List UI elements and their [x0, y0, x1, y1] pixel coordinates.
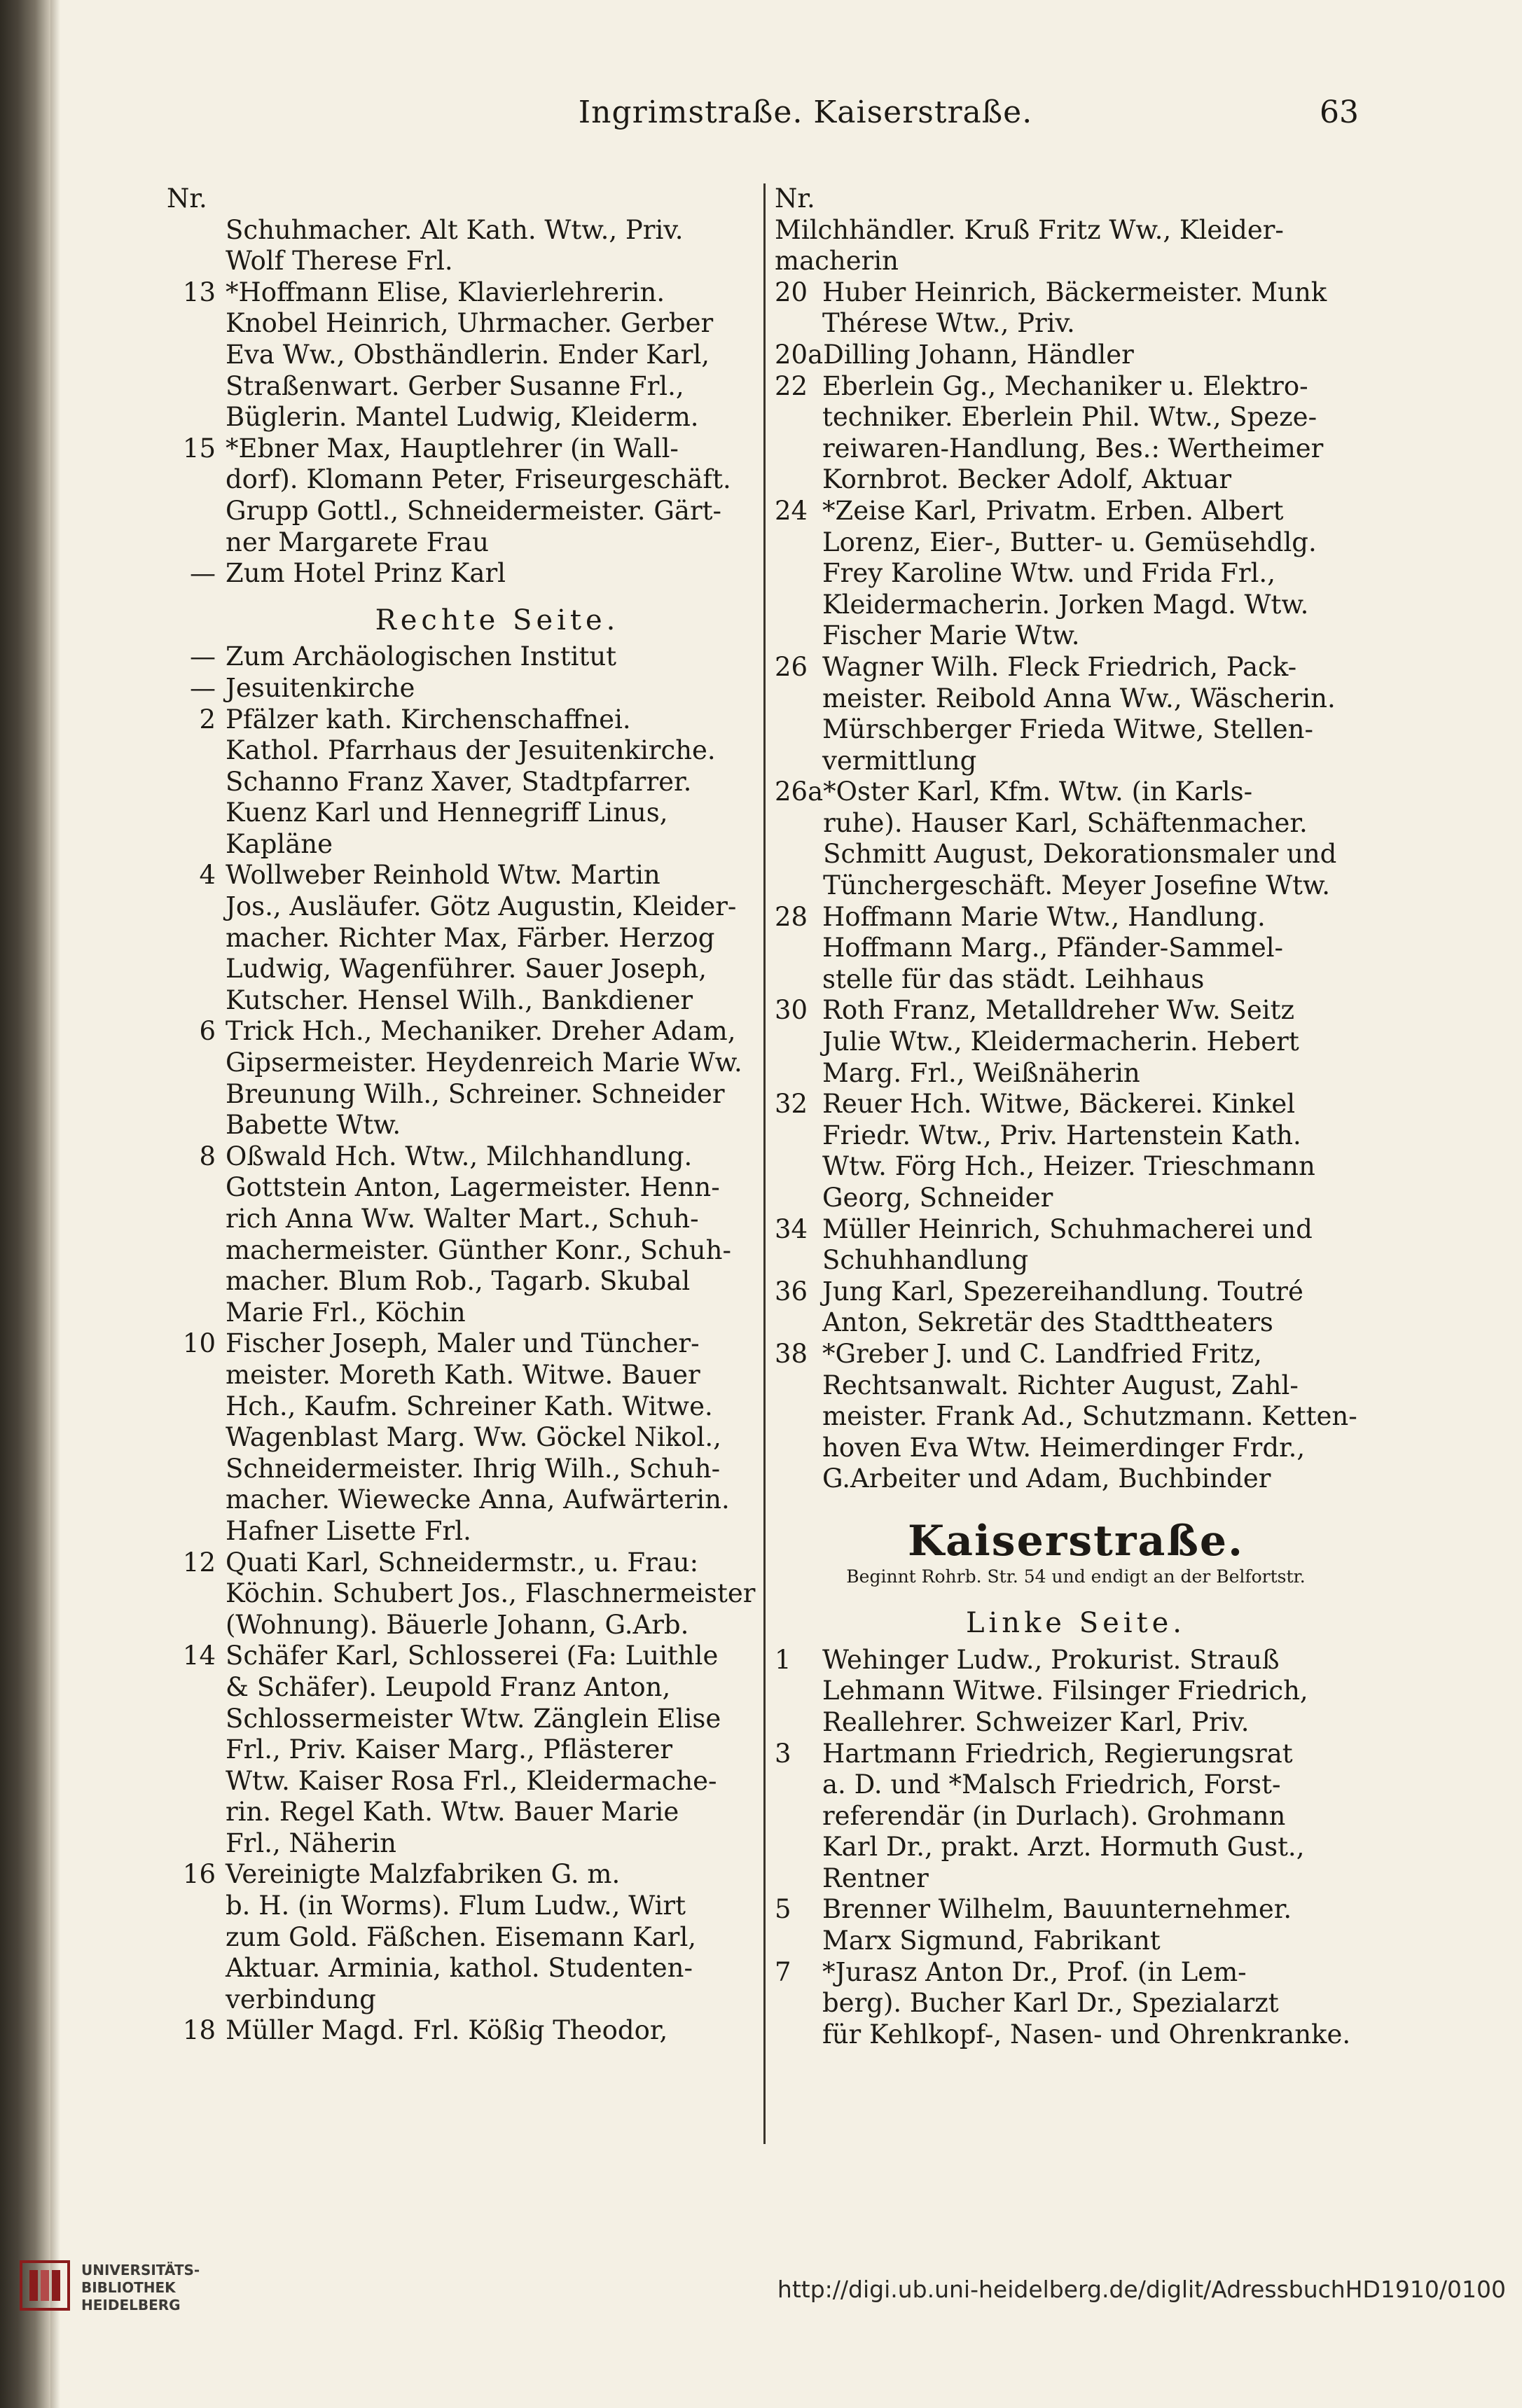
house-number: 15 — [182, 433, 216, 464]
directory-entry — [167, 673, 769, 704]
directory-entry — [167, 704, 769, 861]
house-number: 8 — [199, 1141, 216, 1171]
book-spine-shadow — [0, 0, 50, 2408]
section-title-linke-seite: Linke Seite. — [965, 1607, 1187, 1640]
page-gutter — [50, 0, 60, 2408]
entry-text: Brenner Wilhelm, Bauunternehmer. Marx Sigmund, Fabrikant — [822, 1894, 1292, 1956]
directory-entry — [775, 1214, 1377, 1276]
entry-text: Pfälzer kath. Kirchenschaffnei. Kathol. Pfarrhaus der Jesuitenkirche. Schanno Franz Xaver, Stadtpfarrer. Kuenz Karl und Hennegriff Linus, Kapläne — [226, 704, 716, 859]
house-number: 10 — [182, 1328, 216, 1359]
left-entries — [167, 215, 769, 590]
left-column — [167, 183, 769, 2047]
directory-entry — [775, 777, 1377, 901]
house-number: 38 — [775, 1338, 808, 1369]
entry-text: Müller Heinrich, Schuhmacherei und Schuhhandlung — [822, 1213, 1313, 1276]
running-title: Ingrimstraße. Kaiserstraße. — [578, 95, 1033, 130]
house-number: 18 — [182, 2015, 216, 2046]
entry-text: Hoffmann Marie Wtw., Handlung. Hoffmann Marg., Pfänder-Sammel- stelle für das städt. Leihhaus — [822, 901, 1284, 994]
entry-text: Jesuitenkirche — [226, 672, 415, 703]
directory-entry — [167, 2015, 769, 2047]
directory-entry — [775, 1957, 1377, 2051]
entry-text: Fischer Joseph, Maler und Tüncher- meister. Moreth Kath. Witwe. Bauer Hch., Kaufm. Schreiner Kath. Witwe. Wagenblast Marg. Ww. Göckel Nikol., Schneidermeister. Ihrig Wilh., Schuh- macher. Wiewecke Anna, Aufwärterin. Hafner Lisette Frl. — [226, 1328, 730, 1546]
house-number: 26 — [775, 651, 808, 682]
house-number: 36 — [775, 1276, 808, 1307]
column-divider — [763, 183, 766, 2144]
directory-entry — [775, 902, 1377, 996]
entry-text: *Greber J. und C. Landfried Fritz, Rechtsanwalt. Richter August, Zahl- meister. Frank Ad., Schutzmann. Ketten- hoven Eva Wtw. Heimerdinger Frdr., G.Arbeiter und Adam, Buchbinder — [822, 1338, 1357, 1494]
entry-text: *Zeise Karl, Privatm. Erben. Albert Lorenz, Eier-, Butter- u. Gemüsehdlg. Frey Karoline Wtw. und Frida Frl., Kleidermacherin. Jorken Magd. Wtw. Fischer Marie Wtw. — [822, 495, 1317, 651]
house-number: 32 — [775, 1089, 808, 1120]
entry-text: Oßwald Hch. Wtw., Milchhandlung. Gottstein Anton, Lagermeister. Henn- rich Anna Ww. Walter Mart., Schuh- machermeister. Günther Konr., Schuh- macher. Blum Rob., Tagarb. Skubal Marie Frl., Köchin — [226, 1141, 731, 1328]
left-entries-right-side — [167, 641, 769, 2047]
house-number: — — [190, 672, 216, 703]
directory-entry — [775, 277, 1377, 340]
library-logo-icon — [20, 2260, 70, 2311]
house-number: 4 — [199, 860, 216, 891]
house-number: 30 — [775, 995, 808, 1026]
directory-entry — [167, 1016, 769, 1141]
directory-entry — [775, 1089, 1377, 1213]
right-entries-kaiserstrasse — [775, 1645, 1377, 2051]
library-logo-text — [81, 2262, 200, 2314]
right-column — [775, 183, 1377, 2050]
directory-entry — [167, 558, 769, 590]
directory-entry — [775, 1339, 1377, 1495]
directory-entry — [775, 215, 1377, 277]
house-number: 34 — [775, 1213, 808, 1244]
directory-entry — [775, 1276, 1377, 1339]
entry-text: Zum Hotel Prinz Karl — [226, 558, 506, 589]
directory-entry — [775, 652, 1377, 777]
house-number: 7 — [775, 1956, 791, 1987]
house-number: 20 — [775, 277, 808, 307]
directory-entry — [775, 1894, 1377, 1956]
directory-entry — [775, 496, 1377, 652]
street-title-kaiserstrasse: Kaiserstraße. — [907, 1516, 1244, 1566]
directory-entry — [167, 1859, 769, 2015]
house-number: 1 — [775, 1644, 791, 1675]
entry-text: Dilling Johann, Händler — [823, 339, 1134, 370]
house-number: 16 — [182, 1859, 216, 1890]
entry-text: Huber Heinrich, Bäckermeister. Munk Thérese Wtw., Priv. — [822, 277, 1327, 339]
house-number: — — [190, 641, 216, 672]
entry-text: Müller Magd. Frl. Kößig Theodor, — [226, 2015, 668, 2046]
entry-text: Roth Franz, Metalldreher Ww. Seitz Julie Wtw., Kleidermacherin. Hebert Marg. Frl., Weißnäherin — [822, 995, 1299, 1088]
library-logo — [20, 2255, 230, 2346]
entry-text: Trick Hch., Mechaniker. Dreher Adam, Gipsermeister. Heydenreich Marie Ww. Breunung Wilh., Schreiner. Schneider Babette Wtw. — [226, 1016, 742, 1141]
house-number: 3 — [775, 1738, 791, 1769]
house-number: 5 — [775, 1894, 791, 1925]
street-subtitle: Beginnt Rohrb. Str. 54 und endigt an der Belfortstr. — [846, 1566, 1306, 1587]
entry-text: Jung Karl, Spezereihandlung. Toutré Anton, Sekretär des Stadttheaters — [822, 1276, 1303, 1338]
entry-text: Quati Karl, Schneidermstr., u. Frau: Köchin. Schubert Jos., Flaschnermeister (Wohnung). Bäuerle Johann, G.Arb. — [226, 1547, 756, 1640]
nr-label-right: Nr. — [775, 183, 815, 214]
section-title-rechte-seite: Rechte Seite. — [375, 604, 620, 636]
directory-entry — [167, 860, 769, 1016]
directory-entry — [167, 1547, 769, 1641]
directory-entry — [167, 215, 769, 277]
directory-entry — [167, 641, 769, 673]
house-number: 13 — [182, 277, 216, 307]
house-number: 14 — [182, 1641, 216, 1671]
directory-entry — [775, 1739, 1377, 1895]
directory-entry — [167, 277, 769, 433]
house-number: 24 — [775, 495, 808, 526]
entry-text: Schuhmacher. Alt Kath. Wtw., Priv. Wolf Therese Frl. — [226, 214, 684, 277]
entry-text: Wollweber Reinhold Wtw. Martin Jos., Ausläufer. Götz Augustin, Kleider- macher. Richter Max, Färber. Herzog Ludwig, Wagenführer. Sauer Joseph, Kutscher. Hensel Wilh., Bankdiener — [226, 860, 737, 1015]
source-url[interactable]: http://digi.ub.uni-heidelberg.de/diglit/AdressbuchHD1910/0100 — [777, 2276, 1506, 2303]
directory-entry — [775, 340, 1377, 371]
right-entries — [775, 215, 1377, 1495]
logo-line-3: HEIDELBERG — [81, 2297, 181, 2313]
logo-line-2: BIBLIOTHEK — [81, 2279, 176, 2296]
house-number: 6 — [199, 1016, 216, 1047]
directory-entry — [167, 433, 769, 558]
directory-entry — [167, 1328, 769, 1547]
nr-label: Nr. — [167, 183, 207, 214]
entry-text: Milchhändler. Kruß Fritz Ww., Kleider- macherin — [775, 214, 1284, 277]
house-number: 20a — [775, 339, 824, 370]
entry-text: Eberlein Gg., Mechaniker u. Elektro- techniker. Eberlein Phil. Wtw., Speze- reiwaren-Handlung, Bes.: Wertheimer Kornbrot. Becker Adolf, Aktuar — [822, 370, 1324, 495]
directory-entry — [775, 1645, 1377, 1739]
entry-text: *Jurasz Anton Dr., Prof. (in Lem- berg). Bucher Karl Dr., Spezialarzt für Kehlkopf-, Nasen- und Ohrenkranke. — [822, 1956, 1351, 2049]
directory-entry — [775, 995, 1377, 1089]
logo-line-1: UNIVERSITÄTS- — [81, 2262, 200, 2278]
directory-entry — [167, 1641, 769, 1859]
entry-text: *Ebner Max, Hauptlehrer (in Wall- dorf). Klomann Peter, Friseurgeschäft. Grupp Gottl., Schneidermeister. Gärt- ner Margarete Frau — [226, 433, 731, 557]
directory-entry — [167, 1141, 769, 1329]
entry-text: Reuer Hch. Witwe, Bäckerei. Kinkel Friedr. Wtw., Priv. Hartenstein Kath. Wtw. Förg Hch., Heizer. Trieschmann Georg, Schneider — [822, 1089, 1315, 1213]
house-number: 26a — [775, 777, 824, 807]
page-number: 63 — [1320, 95, 1359, 130]
entry-text: Zum Archäologischen Institut — [226, 641, 617, 672]
house-number: 12 — [182, 1547, 216, 1578]
entry-text: *Oster Karl, Kfm. Wtw. (in Karls- ruhe). Hauser Karl, Schäftenmacher. Schmitt August, Dekorationsmaler und Tünchergeschäft. Meyer Josefine Wtw. — [823, 777, 1337, 901]
house-number: 22 — [775, 370, 808, 401]
entry-text: Vereinigte Malzfabriken G. m. b. H. (in Worms). Flum Ludw., Wirt zum Gold. Fäßchen. Eisemann Karl, Aktuar. Arminia, kathol. Studenten- verbindung — [226, 1859, 697, 2014]
entry-text: Hartmann Friedrich, Regierungsrat a. D. und *Malsch Friedrich, Forst- referendär (in Durlach). Grohmann Karl Dr., prakt. Arzt. Hormuth Gust., Rentner — [822, 1738, 1305, 1893]
house-number: — — [190, 558, 216, 589]
entry-text: Schäfer Karl, Schlosserei (Fa: Luithle & Schäfer). Leupold Franz Anton, Schlossermeister Wtw. Zänglein Elise Frl., Priv. Kaiser Marg., Pflästerer Wtw. Kaiser Rosa Frl., Kleidermache- rin. Regel Kath. Wtw. Bauer Marie Frl., Näherin — [226, 1641, 721, 1858]
house-number: 2 — [199, 704, 216, 735]
entry-text: Wehinger Ludw., Prokurist. Strauß Lehmann Witwe. Filsinger Friedrich, Reallehrer. Schweizer Karl, Priv. — [822, 1644, 1308, 1737]
entry-text: *Hoffmann Elise, Klavierlehrerin. Knobel Heinrich, Uhrmacher. Gerber Eva Ww., Obsthändlerin. Ender Karl, Straßenwart. Gerber Susanne Frl., Büglerin. Mantel Ludwig, Kleiderm. — [226, 277, 714, 433]
house-number: 28 — [775, 901, 808, 932]
directory-entry — [775, 371, 1377, 496]
entry-text: Wagner Wilh. Fleck Friedrich, Pack- meister. Reibold Anna Ww., Wäscherin. Mürschberger Frieda Witwe, Stellen- vermittlung — [822, 651, 1336, 776]
